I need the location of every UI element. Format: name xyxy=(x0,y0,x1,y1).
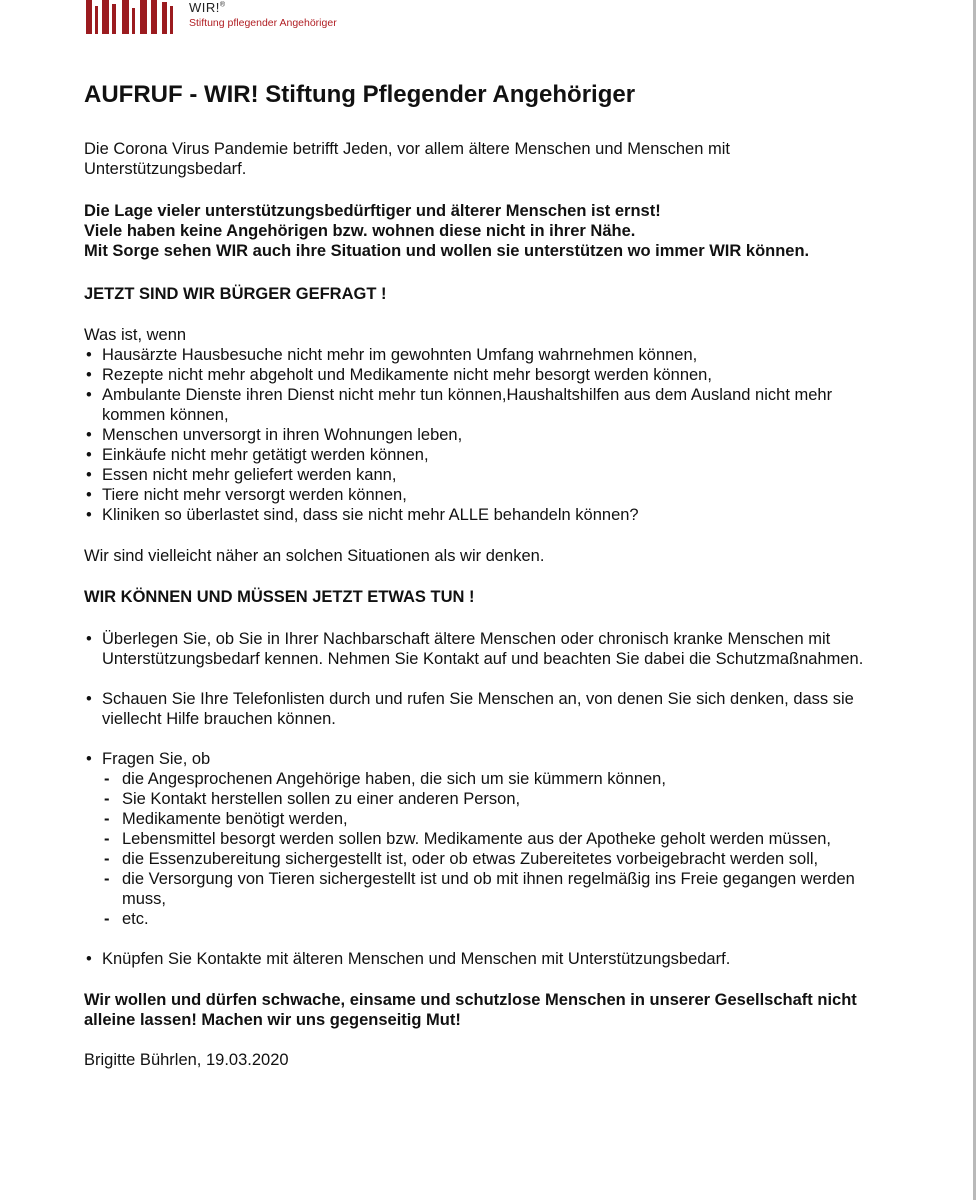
list-item: • Rezepte nicht mehr abgeholt und Medikamente nicht mehr besorgt werden können, xyxy=(84,365,894,385)
list-item: • Schauen Sie Ihre Telefonlisten durch und rufen Sie Menschen an, von denen Sie sich denken, dass sie viellecht Hilfe brauchen können. xyxy=(84,689,894,729)
signature: Brigitte Bührlen, 19.03.2020 xyxy=(84,1051,289,1069)
intro-paragraph: Die Corona Virus Pandemie betrifft Jeden, vor allem ältere Menschen und Menschen mit Unterstützungsbedarf. xyxy=(84,140,730,178)
action-list xyxy=(84,629,894,969)
bold-line: Die Lage vieler unterstützungsbedürftiger und älterer Menschen ist ernst! xyxy=(84,202,661,220)
bold-line: Viele haben keine Angehörigen bzw. wohnen diese nicht in ihrer Nähe. xyxy=(84,222,636,240)
list-item: • Überlegen Sie, ob Sie in Ihrer Nachbarschaft ältere Menschen oder chronisch kranke Menschen mit Unterstützungsbedarf kennen. Nehmen Sie Kontakt auf und beachten Sie dabei die Schutzmaßnahmen. xyxy=(84,629,894,669)
was-ist-list xyxy=(84,345,894,525)
list-item xyxy=(84,749,894,929)
section-heading: JETZT SIND WIR BÜRGER GEFRAGT ! xyxy=(84,285,387,303)
logo-subtitle: Stiftung pflegender Angehöriger xyxy=(189,17,337,29)
sub-list-item: - Lebensmittel besorgt werden sollen bzw. Medikamente aus der Apotheke geholt werden müssen, xyxy=(102,829,894,849)
closing-remark: Wir sind vielleicht näher an solchen Situationen als wir denken. xyxy=(84,547,545,565)
sub-list-item: - die Essenzubereitung sichergestellt ist, oder ob etwas Zubereitetes vorbeigebracht werden soll, xyxy=(102,849,894,869)
sub-list-item: - Medikamente benötigt werden, xyxy=(102,809,894,829)
bold-line: Mit Sorge sehen WIR auch ihre Situation und wollen sie unterstützen wo immer WIR können. xyxy=(84,242,810,260)
list-item: • Tiere nicht mehr versorgt werden können, xyxy=(84,485,894,505)
page-title: AUFRUF - WIR! Stiftung Pflegender Angehöriger xyxy=(84,81,636,108)
sub-list-item: - etc. xyxy=(102,909,894,929)
logo-brand: WIR!® xyxy=(189,0,226,15)
list-item: • Einkäufe nicht mehr getätigt werden können, xyxy=(84,445,894,465)
list-item: • Hausärzte Hausbesuche nicht mehr im gewohnten Umfang wahrnehmen können, xyxy=(84,345,894,365)
sub-list-item: - die Versorgung von Tieren sichergestellt ist und ob mit ihnen regelmäßig ins Freie gegangen werden muss, xyxy=(102,869,894,909)
document-body xyxy=(84,80,894,1070)
list-item: • Kliniken so überlastet sind, dass sie nicht mehr ALLE behandeln können? xyxy=(84,505,894,525)
logo xyxy=(84,0,354,36)
sub-list-item: - die Angesprochenen Angehörige haben, die sich um sie kümmern können, xyxy=(102,769,894,789)
list-item: • Knüpfen Sie Kontakte mit älteren Menschen und Menschen mit Unterstützungsbedarf. xyxy=(84,949,894,969)
final-appeal: Wir wollen und dürfen schwache, einsame und schutzlose Menschen in unserer Gesellschaft nicht alleine lassen! Machen wir uns gegenseitig Mut! xyxy=(84,991,857,1029)
sub-list-item: - Sie Kontakt herstellen sollen zu einer anderen Person, xyxy=(102,789,894,809)
ask-list xyxy=(102,769,894,929)
list-item: • Essen nicht mehr geliefert werden kann, xyxy=(84,465,894,485)
section-heading: WIR KÖNNEN UND MÜSSEN JETZT ETWAS TUN ! xyxy=(84,588,475,606)
list-item-label: Fragen Sie, ob xyxy=(102,750,211,768)
bold-statement xyxy=(84,201,894,261)
list-item: • Ambulante Dienste ihren Dienst nicht mehr tun können,Haushaltshilfen aus dem Ausland nicht mehr kommen können, xyxy=(84,385,894,425)
was-ist-intro: Was ist, wenn xyxy=(84,326,187,344)
people-figures-icon xyxy=(84,0,184,36)
list-item: • Menschen unversorgt in ihren Wohnungen leben, xyxy=(84,425,894,445)
